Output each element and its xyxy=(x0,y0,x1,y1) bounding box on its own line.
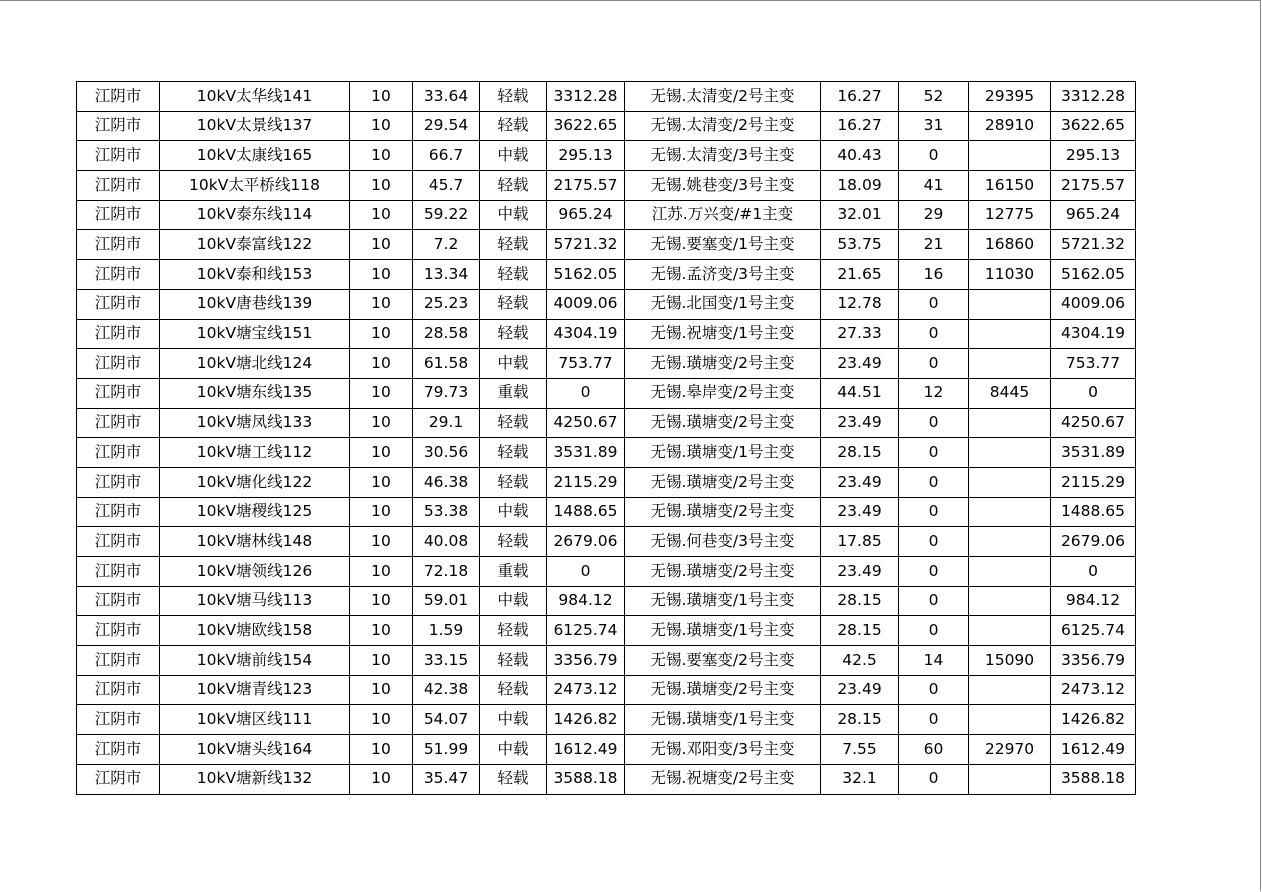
load-status-cell: 轻载 xyxy=(480,646,547,676)
available-capacity-cell: 2679.06 xyxy=(547,527,625,557)
transformer-cell: 无锡.璜塘变/1号主变 xyxy=(625,705,821,735)
margin-cell: 1426.82 xyxy=(1051,705,1136,735)
count-cell: 0 xyxy=(899,586,969,616)
load-rate-cell: 28.58 xyxy=(413,319,480,349)
count-cell: 0 xyxy=(899,557,969,587)
capacity-cell xyxy=(969,408,1051,438)
count-cell: 0 xyxy=(899,319,969,349)
line-name-cell: 10kV泰东线114 xyxy=(160,200,350,230)
margin-cell: 3356.79 xyxy=(1051,646,1136,676)
transformer-load-cell: 44.51 xyxy=(821,378,899,408)
line-name-cell: 10kV塘林线148 xyxy=(160,527,350,557)
voltage-cell: 10 xyxy=(350,378,413,408)
capacity-cell xyxy=(969,586,1051,616)
voltage-cell: 10 xyxy=(350,616,413,646)
transformer-cell: 无锡.皋岸变/2号主变 xyxy=(625,378,821,408)
load-status-cell: 轻载 xyxy=(480,319,547,349)
load-rate-cell: 29.54 xyxy=(413,111,480,141)
table-row xyxy=(77,319,1136,349)
load-status-cell: 轻载 xyxy=(480,527,547,557)
capacity-cell xyxy=(969,557,1051,587)
available-capacity-cell: 2473.12 xyxy=(547,675,625,705)
available-capacity-cell: 1612.49 xyxy=(547,735,625,765)
voltage-cell: 10 xyxy=(350,230,413,260)
load-rate-cell: 29.1 xyxy=(413,408,480,438)
city-cell: 江阴市 xyxy=(77,497,160,527)
load-status-cell: 中载 xyxy=(480,586,547,616)
table-row xyxy=(77,378,1136,408)
table-row xyxy=(77,141,1136,171)
count-cell: 52 xyxy=(899,82,969,112)
load-rate-cell: 33.64 xyxy=(413,82,480,112)
city-cell: 江阴市 xyxy=(77,616,160,646)
table-row xyxy=(77,497,1136,527)
table-row xyxy=(77,646,1136,676)
voltage-cell: 10 xyxy=(350,467,413,497)
capacity-cell xyxy=(969,616,1051,646)
line-name-cell: 10kV塘头线164 xyxy=(160,735,350,765)
line-name-cell: 10kV太景线137 xyxy=(160,111,350,141)
available-capacity-cell: 4009.06 xyxy=(547,289,625,319)
capacity-cell: 15090 xyxy=(969,646,1051,676)
capacity-cell: 22970 xyxy=(969,735,1051,765)
table-row xyxy=(77,467,1136,497)
capacity-cell xyxy=(969,438,1051,468)
capacity-cell xyxy=(969,349,1051,379)
transformer-load-cell: 28.15 xyxy=(821,438,899,468)
load-rate-cell: 46.38 xyxy=(413,467,480,497)
transformer-cell: 无锡.邓阳变/3号主变 xyxy=(625,735,821,765)
table-row xyxy=(77,289,1136,319)
count-cell: 0 xyxy=(899,497,969,527)
load-status-cell: 轻载 xyxy=(480,467,547,497)
load-status-cell: 轻载 xyxy=(480,82,547,112)
line-name-cell: 10kV塘凤线133 xyxy=(160,408,350,438)
count-cell: 0 xyxy=(899,289,969,319)
line-name-cell: 10kV塘工线112 xyxy=(160,438,350,468)
city-cell: 江阴市 xyxy=(77,349,160,379)
voltage-cell: 10 xyxy=(350,705,413,735)
count-cell: 0 xyxy=(899,408,969,438)
table-row xyxy=(77,675,1136,705)
count-cell: 0 xyxy=(899,705,969,735)
available-capacity-cell: 965.24 xyxy=(547,200,625,230)
city-cell: 江阴市 xyxy=(77,408,160,438)
load-status-cell: 轻载 xyxy=(480,438,547,468)
margin-cell: 4250.67 xyxy=(1051,408,1136,438)
available-capacity-cell: 5162.05 xyxy=(547,260,625,290)
line-name-cell: 10kV塘新线132 xyxy=(160,764,350,794)
city-cell: 江阴市 xyxy=(77,141,160,171)
available-capacity-cell: 4304.19 xyxy=(547,319,625,349)
available-capacity-cell: 0 xyxy=(547,557,625,587)
count-cell: 21 xyxy=(899,230,969,260)
city-cell: 江阴市 xyxy=(77,557,160,587)
voltage-cell: 10 xyxy=(350,171,413,201)
load-rate-cell: 72.18 xyxy=(413,557,480,587)
city-cell: 江阴市 xyxy=(77,438,160,468)
table-row xyxy=(77,82,1136,112)
capacity-cell xyxy=(969,527,1051,557)
city-cell: 江阴市 xyxy=(77,260,160,290)
transformer-load-cell: 23.49 xyxy=(821,349,899,379)
transformer-cell: 无锡.祝塘变/1号主变 xyxy=(625,319,821,349)
transformer-cell: 无锡.祝塘变/2号主变 xyxy=(625,764,821,794)
available-capacity-cell: 3622.65 xyxy=(547,111,625,141)
transformer-cell: 无锡.璜塘变/2号主变 xyxy=(625,675,821,705)
line-name-cell: 10kV塘东线135 xyxy=(160,378,350,408)
transformer-load-cell: 16.27 xyxy=(821,82,899,112)
count-cell: 60 xyxy=(899,735,969,765)
transformer-cell: 无锡.璜塘变/1号主变 xyxy=(625,438,821,468)
transformer-load-cell: 7.55 xyxy=(821,735,899,765)
load-status-cell: 轻载 xyxy=(480,111,547,141)
capacity-cell xyxy=(969,467,1051,497)
table-row xyxy=(77,408,1136,438)
transformer-cell: 无锡.太清变/3号主变 xyxy=(625,141,821,171)
transformer-load-cell: 16.27 xyxy=(821,111,899,141)
city-cell: 江阴市 xyxy=(77,289,160,319)
line-name-cell: 10kV塘区线111 xyxy=(160,705,350,735)
table-row xyxy=(77,171,1136,201)
voltage-cell: 10 xyxy=(350,289,413,319)
city-cell: 江阴市 xyxy=(77,735,160,765)
capacity-cell xyxy=(969,319,1051,349)
voltage-cell: 10 xyxy=(350,675,413,705)
city-cell: 江阴市 xyxy=(77,378,160,408)
transformer-cell: 无锡.太清变/2号主变 xyxy=(625,82,821,112)
table-row xyxy=(77,705,1136,735)
load-rate-cell: 45.7 xyxy=(413,171,480,201)
load-rate-cell: 25.23 xyxy=(413,289,480,319)
available-capacity-cell: 6125.74 xyxy=(547,616,625,646)
transformer-cell: 无锡.璜塘变/2号主变 xyxy=(625,349,821,379)
load-rate-cell: 13.34 xyxy=(413,260,480,290)
city-cell: 江阴市 xyxy=(77,82,160,112)
transformer-cell: 无锡.璜塘变/2号主变 xyxy=(625,467,821,497)
transformer-cell: 无锡.璜塘变/2号主变 xyxy=(625,408,821,438)
margin-cell: 0 xyxy=(1051,378,1136,408)
city-cell: 江阴市 xyxy=(77,646,160,676)
voltage-cell: 10 xyxy=(350,141,413,171)
voltage-cell: 10 xyxy=(350,646,413,676)
count-cell: 16 xyxy=(899,260,969,290)
transformer-load-cell: 28.15 xyxy=(821,586,899,616)
transformer-load-cell: 28.15 xyxy=(821,705,899,735)
margin-cell: 984.12 xyxy=(1051,586,1136,616)
available-capacity-cell: 0 xyxy=(547,378,625,408)
load-status-cell: 中载 xyxy=(480,200,547,230)
line-name-cell: 10kV泰和线153 xyxy=(160,260,350,290)
transformer-cell: 无锡.璜塘变/2号主变 xyxy=(625,497,821,527)
transformer-cell: 无锡.璜塘变/2号主变 xyxy=(625,557,821,587)
city-cell: 江阴市 xyxy=(77,675,160,705)
transformer-load-cell: 40.43 xyxy=(821,141,899,171)
load-status-cell: 重载 xyxy=(480,378,547,408)
margin-cell: 3312.28 xyxy=(1051,82,1136,112)
margin-cell: 6125.74 xyxy=(1051,616,1136,646)
transformer-cell: 无锡.璜塘变/1号主变 xyxy=(625,586,821,616)
voltage-cell: 10 xyxy=(350,82,413,112)
load-status-cell: 中载 xyxy=(480,735,547,765)
transformer-load-cell: 12.78 xyxy=(821,289,899,319)
load-status-cell: 轻载 xyxy=(480,171,547,201)
load-rate-cell: 79.73 xyxy=(413,378,480,408)
count-cell: 0 xyxy=(899,349,969,379)
margin-cell: 1488.65 xyxy=(1051,497,1136,527)
available-capacity-cell: 3531.89 xyxy=(547,438,625,468)
transformer-load-cell: 23.49 xyxy=(821,467,899,497)
transformer-cell: 无锡.璜塘变/1号主变 xyxy=(625,616,821,646)
line-name-cell: 10kV塘马线113 xyxy=(160,586,350,616)
available-capacity-cell: 2115.29 xyxy=(547,467,625,497)
load-rate-cell: 42.38 xyxy=(413,675,480,705)
available-capacity-cell: 3588.18 xyxy=(547,764,625,794)
available-capacity-cell: 2175.57 xyxy=(547,171,625,201)
load-rate-cell: 61.58 xyxy=(413,349,480,379)
available-capacity-cell: 295.13 xyxy=(547,141,625,171)
transformer-load-cell: 23.49 xyxy=(821,497,899,527)
table-row xyxy=(77,230,1136,260)
margin-cell: 5162.05 xyxy=(1051,260,1136,290)
voltage-cell: 10 xyxy=(350,349,413,379)
available-capacity-cell: 4250.67 xyxy=(547,408,625,438)
table-row xyxy=(77,200,1136,230)
available-capacity-cell: 1426.82 xyxy=(547,705,625,735)
load-rate-cell: 1.59 xyxy=(413,616,480,646)
transformer-load-cell: 21.65 xyxy=(821,260,899,290)
city-cell: 江阴市 xyxy=(77,705,160,735)
line-name-cell: 10kV塘宝线151 xyxy=(160,319,350,349)
voltage-cell: 10 xyxy=(350,586,413,616)
capacity-cell xyxy=(969,289,1051,319)
capacity-cell: 28910 xyxy=(969,111,1051,141)
capacity-cell: 12775 xyxy=(969,200,1051,230)
line-name-cell: 10kV塘前线154 xyxy=(160,646,350,676)
load-rate-cell: 54.07 xyxy=(413,705,480,735)
voltage-cell: 10 xyxy=(350,111,413,141)
line-name-cell: 10kV塘稷线125 xyxy=(160,497,350,527)
transformer-load-cell: 32.01 xyxy=(821,200,899,230)
table-row xyxy=(77,586,1136,616)
line-name-cell: 10kV塘青线123 xyxy=(160,675,350,705)
margin-cell: 4304.19 xyxy=(1051,319,1136,349)
table-row xyxy=(77,527,1136,557)
capacity-cell: 16860 xyxy=(969,230,1051,260)
transformer-load-cell: 32.1 xyxy=(821,764,899,794)
transformer-cell: 无锡.北国变/1号主变 xyxy=(625,289,821,319)
city-cell: 江阴市 xyxy=(77,764,160,794)
count-cell: 41 xyxy=(899,171,969,201)
voltage-cell: 10 xyxy=(350,557,413,587)
load-status-cell: 中载 xyxy=(480,705,547,735)
load-status-cell: 轻载 xyxy=(480,675,547,705)
margin-cell: 4009.06 xyxy=(1051,289,1136,319)
transformer-cell: 无锡.孟济变/3号主变 xyxy=(625,260,821,290)
transformer-load-cell: 23.49 xyxy=(821,557,899,587)
transformer-cell: 无锡.要塞变/1号主变 xyxy=(625,230,821,260)
voltage-cell: 10 xyxy=(350,497,413,527)
count-cell: 0 xyxy=(899,764,969,794)
table-row xyxy=(77,557,1136,587)
line-name-cell: 10kV太平桥线118 xyxy=(160,171,350,201)
capacity-cell xyxy=(969,497,1051,527)
capacity-cell: 16150 xyxy=(969,171,1051,201)
line-name-cell: 10kV塘领线126 xyxy=(160,557,350,587)
voltage-cell: 10 xyxy=(350,764,413,794)
load-status-cell: 中载 xyxy=(480,497,547,527)
load-rate-cell: 30.56 xyxy=(413,438,480,468)
margin-cell: 3588.18 xyxy=(1051,764,1136,794)
margin-cell: 3531.89 xyxy=(1051,438,1136,468)
voltage-cell: 10 xyxy=(350,438,413,468)
load-status-cell: 轻载 xyxy=(480,289,547,319)
line-name-cell: 10kV塘北线124 xyxy=(160,349,350,379)
load-rate-cell: 59.01 xyxy=(413,586,480,616)
city-cell: 江阴市 xyxy=(77,111,160,141)
city-cell: 江阴市 xyxy=(77,467,160,497)
load-rate-cell: 66.7 xyxy=(413,141,480,171)
margin-cell: 2175.57 xyxy=(1051,171,1136,201)
load-rate-cell: 33.15 xyxy=(413,646,480,676)
table-row xyxy=(77,764,1136,794)
margin-cell: 753.77 xyxy=(1051,349,1136,379)
load-status-cell: 轻载 xyxy=(480,230,547,260)
count-cell: 0 xyxy=(899,438,969,468)
available-capacity-cell: 3312.28 xyxy=(547,82,625,112)
transformer-load-cell: 18.09 xyxy=(821,171,899,201)
city-cell: 江阴市 xyxy=(77,586,160,616)
margin-cell: 295.13 xyxy=(1051,141,1136,171)
city-cell: 江阴市 xyxy=(77,230,160,260)
load-rate-cell: 51.99 xyxy=(413,735,480,765)
load-rate-cell: 40.08 xyxy=(413,527,480,557)
count-cell: 0 xyxy=(899,675,969,705)
line-name-cell: 10kV塘欧线158 xyxy=(160,616,350,646)
line-name-cell: 10kV太华线141 xyxy=(160,82,350,112)
line-name-cell: 10kV唐巷线139 xyxy=(160,289,350,319)
table-body xyxy=(77,82,1136,795)
count-cell: 0 xyxy=(899,527,969,557)
data-table xyxy=(76,81,1136,795)
count-cell: 0 xyxy=(899,141,969,171)
count-cell: 0 xyxy=(899,467,969,497)
available-capacity-cell: 984.12 xyxy=(547,586,625,616)
table-row xyxy=(77,111,1136,141)
table-row xyxy=(77,349,1136,379)
count-cell: 29 xyxy=(899,200,969,230)
load-rate-cell: 7.2 xyxy=(413,230,480,260)
transformer-load-cell: 17.85 xyxy=(821,527,899,557)
transformer-cell: 无锡.姚巷变/3号主变 xyxy=(625,171,821,201)
count-cell: 12 xyxy=(899,378,969,408)
load-status-cell: 重载 xyxy=(480,557,547,587)
voltage-cell: 10 xyxy=(350,527,413,557)
margin-cell: 2679.06 xyxy=(1051,527,1136,557)
margin-cell: 0 xyxy=(1051,557,1136,587)
capacity-cell xyxy=(969,675,1051,705)
load-status-cell: 轻载 xyxy=(480,616,547,646)
available-capacity-cell: 753.77 xyxy=(547,349,625,379)
load-rate-cell: 53.38 xyxy=(413,497,480,527)
table-row xyxy=(77,735,1136,765)
margin-cell: 5721.32 xyxy=(1051,230,1136,260)
count-cell: 0 xyxy=(899,616,969,646)
voltage-cell: 10 xyxy=(350,408,413,438)
city-cell: 江阴市 xyxy=(77,200,160,230)
margin-cell: 2115.29 xyxy=(1051,467,1136,497)
capacity-cell xyxy=(969,764,1051,794)
voltage-cell: 10 xyxy=(350,260,413,290)
load-status-cell: 中载 xyxy=(480,349,547,379)
transformer-cell: 无锡.要塞变/2号主变 xyxy=(625,646,821,676)
margin-cell: 1612.49 xyxy=(1051,735,1136,765)
transformer-cell: 无锡.太清变/2号主变 xyxy=(625,111,821,141)
table-row xyxy=(77,616,1136,646)
line-name-cell: 10kV太康线165 xyxy=(160,141,350,171)
available-capacity-cell: 5721.32 xyxy=(547,230,625,260)
city-cell: 江阴市 xyxy=(77,319,160,349)
available-capacity-cell: 1488.65 xyxy=(547,497,625,527)
table-row xyxy=(77,260,1136,290)
transformer-load-cell: 23.49 xyxy=(821,675,899,705)
capacity-cell: 8445 xyxy=(969,378,1051,408)
margin-cell: 2473.12 xyxy=(1051,675,1136,705)
transformer-load-cell: 23.49 xyxy=(821,408,899,438)
voltage-cell: 10 xyxy=(350,319,413,349)
line-name-cell: 10kV泰富线122 xyxy=(160,230,350,260)
capacity-cell xyxy=(969,705,1051,735)
city-cell: 江阴市 xyxy=(77,527,160,557)
voltage-cell: 10 xyxy=(350,200,413,230)
load-status-cell: 中载 xyxy=(480,141,547,171)
transformer-load-cell: 53.75 xyxy=(821,230,899,260)
count-cell: 14 xyxy=(899,646,969,676)
city-cell: 江阴市 xyxy=(77,171,160,201)
load-status-cell: 轻载 xyxy=(480,408,547,438)
margin-cell: 965.24 xyxy=(1051,200,1136,230)
available-capacity-cell: 3356.79 xyxy=(547,646,625,676)
transformer-load-cell: 28.15 xyxy=(821,616,899,646)
table-row xyxy=(77,438,1136,468)
count-cell: 31 xyxy=(899,111,969,141)
load-status-cell: 轻载 xyxy=(480,260,547,290)
capacity-cell: 29395 xyxy=(969,82,1051,112)
capacity-cell xyxy=(969,141,1051,171)
load-rate-cell: 59.22 xyxy=(413,200,480,230)
transformer-cell: 江苏.万兴变/#1主变 xyxy=(625,200,821,230)
line-name-cell: 10kV塘化线122 xyxy=(160,467,350,497)
transformer-cell: 无锡.何巷变/3号主变 xyxy=(625,527,821,557)
margin-cell: 3622.65 xyxy=(1051,111,1136,141)
transformer-load-cell: 27.33 xyxy=(821,319,899,349)
transformer-load-cell: 42.5 xyxy=(821,646,899,676)
load-status-cell: 轻载 xyxy=(480,764,547,794)
capacity-cell: 11030 xyxy=(969,260,1051,290)
load-rate-cell: 35.47 xyxy=(413,764,480,794)
voltage-cell: 10 xyxy=(350,735,413,765)
